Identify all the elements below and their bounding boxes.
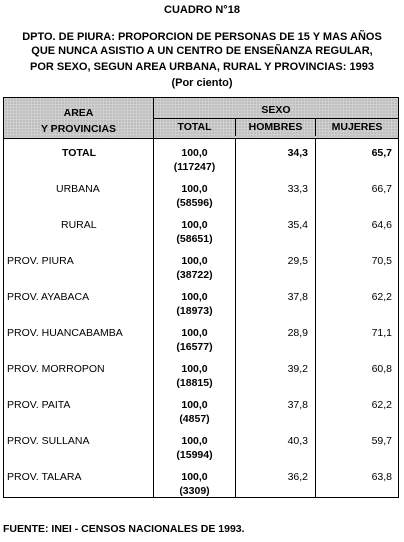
total-count-cell: (117247) (173, 161, 216, 173)
hombres-cell: 37,8 (287, 399, 308, 411)
hombres-cell: 36,2 (287, 471, 308, 483)
total-count-cell: (38722) (176, 269, 213, 281)
total-value-cell: 100,0 (181, 471, 208, 483)
hombres-cell: 37,8 (287, 291, 308, 303)
hombres-cell: 29,5 (287, 255, 308, 267)
total-column (154, 139, 235, 497)
table-title: CUADRO N°18 (164, 4, 240, 16)
hombres-cell: 33,3 (287, 183, 308, 195)
area-cell: PROV. TALARA (7, 471, 82, 483)
area-cell: RURAL (61, 219, 97, 231)
unit-label: (Por ciento) (171, 77, 233, 89)
total-column-header: TOTAL (154, 119, 236, 136)
area-cell: PROV. AYABACA (7, 291, 90, 303)
heading-line-3: POR SEXO, SEGUN AREA URBANA, RURAL Y PROVINCIAS: 1993 (30, 61, 374, 73)
hombres-cell: 28,9 (287, 327, 308, 339)
area-cell: PROV. MORROPON (7, 363, 105, 375)
heading-line-1: DPTO. DE PIURA: PROPORCION DE PERSONAS DE 15 Y MAS AÑOS (22, 31, 382, 43)
total-count-cell: (58596) (176, 197, 213, 209)
total-value-cell: 100,0 (181, 363, 208, 375)
area-cell: TOTAL (62, 147, 97, 159)
mujeres-cell: 71,1 (371, 327, 392, 339)
hombres-column-header: HOMBRES (236, 119, 316, 136)
area-header (4, 98, 154, 139)
mujeres-cell: 62,2 (371, 399, 392, 411)
total-value-cell: 100,0 (181, 147, 208, 159)
mujeres-cell: 59,7 (371, 435, 392, 447)
hombres-column (236, 139, 315, 497)
total-count-cell: (58651) (176, 233, 213, 245)
mujeres-column-header: MUJERES (331, 121, 383, 133)
total-value-cell: 100,0 (181, 327, 208, 339)
area-column (4, 139, 153, 497)
mujeres-cell: 64,6 (371, 219, 392, 231)
mujeres-cell: 63,8 (371, 471, 392, 483)
sexo-header: SEXO (261, 104, 291, 116)
total-value-cell: 100,0 (181, 255, 208, 267)
total-count-cell: (18815) (176, 377, 213, 389)
mujeres-cell: 60,8 (371, 363, 392, 375)
mujeres-column (316, 139, 398, 497)
total-value-cell: 100,0 (181, 435, 208, 447)
data-table (3, 97, 399, 498)
mujeres-cell: 65,7 (371, 147, 392, 159)
area-cell: PROV. SULLANA (7, 435, 90, 447)
heading-line-2: QUE NUNCA ASISTIO A UN CENTRO DE ENSEÑANZA REGULAR, (31, 45, 373, 57)
area-cell: PROV. HUANCABAMBA (7, 327, 123, 339)
total-count-cell: (15994) (176, 449, 213, 461)
total-count-cell: (18973) (176, 305, 213, 317)
mujeres-cell: 62,2 (371, 291, 392, 303)
area-cell: PROV. PAITA (7, 399, 71, 411)
mujeres-cell: 70,5 (371, 255, 392, 267)
hombres-cell: 35,4 (287, 219, 308, 231)
area-cell: PROV. PIURA (7, 255, 74, 267)
total-value-cell: 100,0 (181, 399, 208, 411)
area-header-line-1: AREA (63, 107, 94, 119)
total-count-cell: (3309) (179, 485, 210, 497)
hombres-cell: 34,3 (287, 147, 308, 159)
hombres-cell: 39,2 (287, 363, 308, 375)
mujeres-cell: 66,7 (371, 183, 392, 195)
total-value-cell: 100,0 (181, 219, 208, 231)
hombres-cell: 40,3 (287, 435, 308, 447)
area-header-line-2: Y PROVINCIAS (40, 123, 117, 135)
total-count-cell: (4857) (179, 413, 210, 425)
total-value-cell: 100,0 (181, 183, 208, 195)
total-count-cell: (16577) (176, 341, 213, 353)
area-cell: URBANA (56, 183, 100, 195)
sexo-header-group (154, 98, 399, 139)
source-note: FUENTE: INEI - CENSOS NACIONALES DE 1993. (3, 523, 245, 535)
total-value-cell: 100,0 (181, 291, 208, 303)
